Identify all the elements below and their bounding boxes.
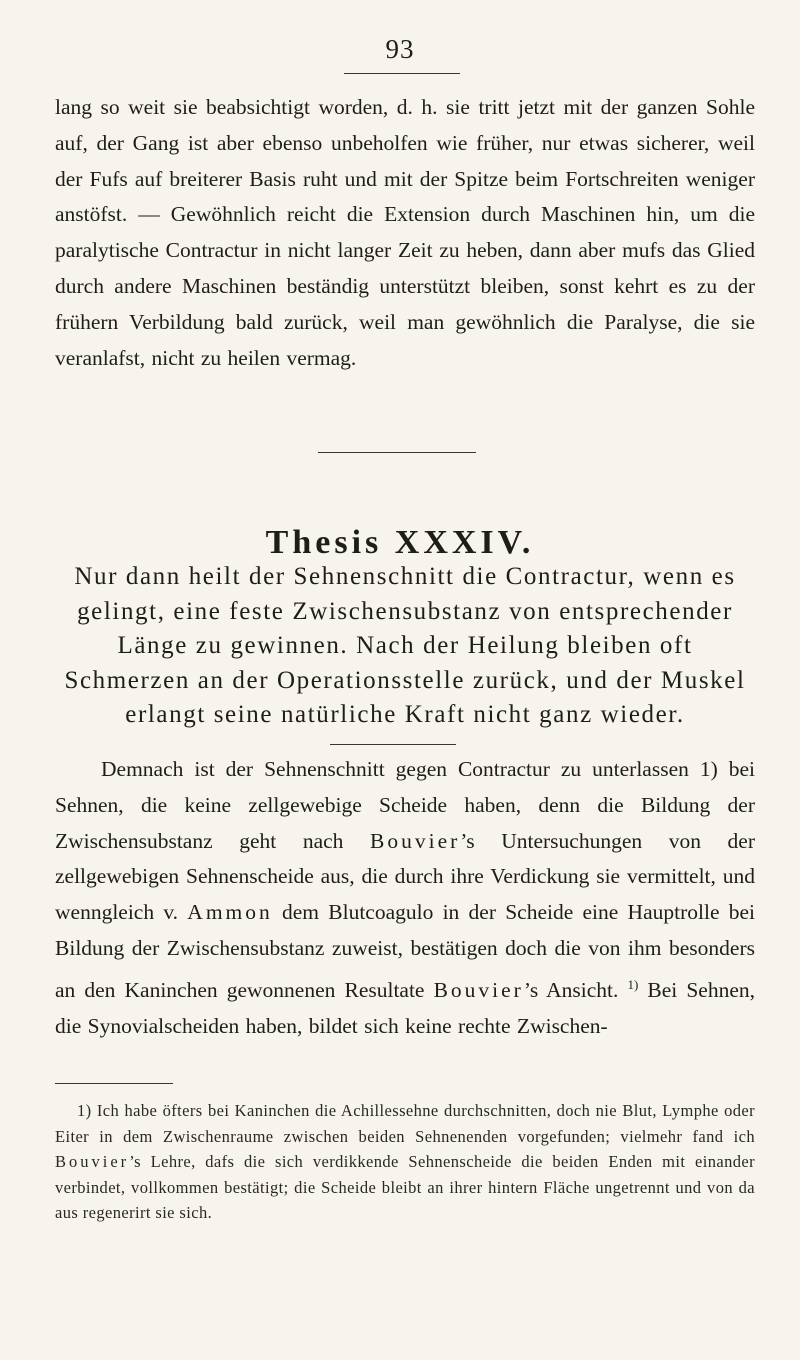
- discussion-text-4: ’s Ansicht.: [523, 977, 619, 1002]
- footnote-author-bouvier: Bouvier: [55, 1152, 130, 1171]
- discussion-text-5: Bei Sehnen, die Synovialscheiden haben, bildet sich keine rechte Zwischen-: [55, 977, 756, 1038]
- discussion-text-2: ’s Untersuchungen von der zellgewebigen Sehnenscheide aus, die durch ihre Verdickung sie vermittelt, und wenngleich v.: [55, 828, 755, 925]
- discussion-text-1: Demnach ist der Sehnenschnitt gegen Contractur zu unterlassen 1) bei Sehnen, die keine zellgewebige Scheide haben, denn die Bildung der Zwischensubstanz geht nach: [55, 757, 755, 853]
- footnote-reference[interactable]: 1): [627, 976, 639, 992]
- footnote: [55, 1098, 755, 1226]
- header-rule: [344, 73, 460, 74]
- page-number: 93: [385, 34, 415, 64]
- thesis-divider: [330, 744, 456, 745]
- author-name-ammon: Ammon: [187, 900, 273, 925]
- footnote-text-1: Ich habe öfters bei Kaninchen die Achillessehne durchschnitten, doch nie Blut, Lymphe oder Eiter in dem Zwischenraume zwischen beiden Sehnenenden vorgefunden; vielmehr fand ich: [55, 1101, 755, 1146]
- author-name-bouvier: Bouvier: [370, 828, 461, 853]
- thesis-statement: Nur dann heilt der Sehnenschnitt die Contractur, wenn es gelingt, eine feste Zwischensubstanz von entsprechender Länge zu gewinnen. Nach der Heilung bleiben oft Schmerzen an der Operationsstelle zurück, und der Muskel erlangt seine natürliche Kraft nicht ganz wieder.: [64, 563, 746, 728]
- paragraph-discussion: [55, 752, 755, 1045]
- footnote-text-2: ’s Lehre, dafs die sich verdikkende Sehnenscheide die beiden Enden mit einander verbindet, vollkommen bestätigt; die Scheide bleibt an ihrer hintern Fläche ungetrennt und von da aus regenerirt sie sich.: [55, 1152, 755, 1222]
- section-divider: [318, 452, 476, 453]
- discussion-text-3: dem Blutcoagulo in der Scheide eine Hauptrolle bei Bildung der Zwischensubstanz zuweist, bestätigen doch die von ihm besonders an den Kaninchen gewonnenen Resultate: [55, 900, 755, 1002]
- author-name-bouvier-2: Bouvier: [433, 977, 524, 1002]
- footnote-rule: [55, 1083, 173, 1084]
- thesis-heading: Thesis XXXIV.: [265, 524, 535, 561]
- paragraph-continuation: lang so weit sie beabsichtigt worden, d. h. sie tritt jetzt mit der ganzen Sohle auf, der Gang ist aber ebenso unbeholfen wie früher, nur etwas sicherer, weil der Fufs auf breiterer Basis ruht und mit der Spitze beim Fortschreiten weniger anstöfst. — Gewöhnlich reicht die Extension durch Maschinen hin, um die paralytische Contractur in nicht langer Zeit zu heben, dann aber mufs das Glied durch andere Maschinen beständig unterstützt bleiben, sonst kehrt es zu der frühern Verbildung bald zurück, weil man gewöhnlich die Paralyse, die sie veranlafst, nicht zu heilen vermag.: [55, 95, 755, 370]
- footnote-marker: 1): [77, 1101, 92, 1120]
